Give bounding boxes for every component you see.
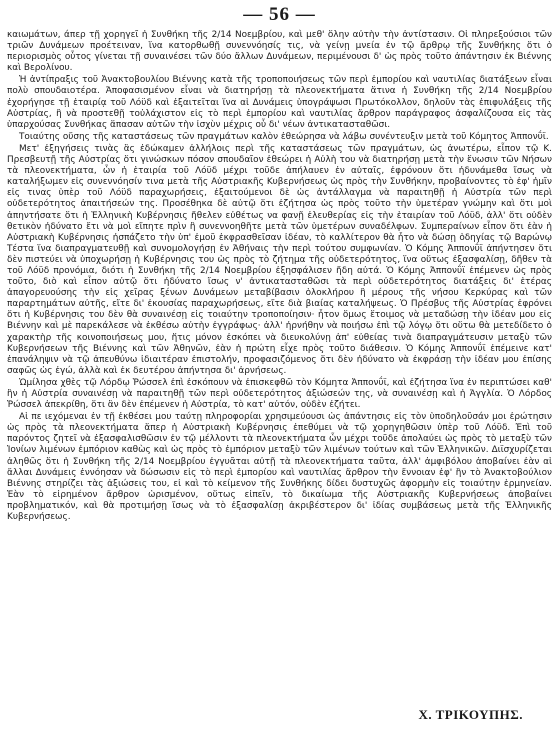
paragraph-1: καιωμάτων, άπερ τῇ χορηγεῖ ἡ Συνθήκη τῆς 2/14 Νοεμβρίου, καὶ μεθ' ὅλην αὐτὴν τὴν ἀντίστασιν. Οἱ πληρεξούσιοι τῶν τριῶν Δυνάμεων προέτειναν, ἵνα κατορθωθῇ συνεννόησίς τις, νὰ γείνῃ μνεία ἐν τῷ ἄρθρῳ τῆς Συνθήκης ὅτι ὁ περιορισμὸς οὗτος γίνεται τῇ συναινέσει τῶν δύο ἄλλων Δυνάμεων, περιμένουσι δ' ὡς πρὸς τοῦτο ἀπάντησιν ἐκ Βιέννης καὶ Βερολίνου. [7,30,552,74]
letter-body [7,30,552,524]
paragraph-6: Αἱ πε ιεχόμεναι ἐν τῇ ἐκθέσει μου ταύτῃ πληροφορίαι χρησιμεύουσι ὡς ἀπάντησις εἰς τὸν ὑποδηλοῦσάν μοι ἐρώτησιν ὡς πρὸς τὰ πλεονεκτήματα ἅπερ ἡ Αὐστριακὴ Κυβέρνησις ἐπεθύμει νὰ τῷ χορηγηθῶσιν ὑπὲρ τοῦ Λόϋδ. Ἐπὶ τοῦ παρόντος ζητεῖ νὰ ἐξασφαλισθῶσιν ἐν τῷ μέλλοντι τὰ πλεονεκτήματα ὧν μέχρι τοῦδε ἀπολαύει ὡς πρὸς τὸ μεταξὺ τῶν Ἰονίων λιμένων ἐμπόριον καθὼς καὶ ὡς πρὸς τὸ ἐμπόριον μεταξὺ τῶν λιμένων τούτων καὶ τῶν Ἑλληνικῶν. Διϊσχυρίζεται ἀληθῶς ὅτι ἡ Συνθήκη τῆς 2/14 Νοεμβρίου ἐγγυᾶται αὐτῇ τὰ πλεονεκτήματα ταῦτα, ἀλλ' ἀμφιβόλου ἀποβαίνει ἐὰν αἱ ἄλλαι Δυνάμεις ἐννόησαν νὰ δώσωσιν εἰς τὸ περὶ ἐμπορίου καὶ ναυτιλίας ἄρθρον τὴν ἔννοιαν ἐφ' ἣν τὸ Ἀνακτοβούλιον Βιέννης στηρίζει τὰς ἀξιώσεις του, εἰ καὶ τὸ κείμενον τῆς Συνθήκης δίδει δυστυχῶς ἀφορμὴν εἰς τοιαύτην ἑρμηνείαν. Ἐὰν τὸ εἰρημένον ἄρθρον ὡρισμένον, οὕτως εἰπεῖν, τὸ δικαίωμα τῆς Αὐστριακῆς Κυβερνήσεως ἀποβαίνει προβληματικόν, καὶ θὰ προτιμήσῃ ἴσως νὰ τὸ ἐξασφαλίσῃ ἀκριβέστερον δι' ἰδίας συμβάσεως μετὰ τῆς Ἑλληνικῆς Κυβερνήσεως. [7,412,552,523]
page-number: — 56 — [243,4,316,25]
paragraph-5: Ὡμίλησα χθὲς τῷ Λόρδῳ Ῥώσσελ ἐπὶ ἐσκόπουν νὰ ἐπισκεφθῶ τὸν Κόμητα Ἀππονΰϊ, καὶ ἐζήτησα ἵνα ἐν περιπτώσει καθ' ἣν ἡ Αὐστρία συναινέσῃ νὰ παραιτηθῇ τῶν περὶ οὐδετερότητος ἀξιώσεών της, νὰ συναινέσῃ καὶ ἡ Ἀγγλία. Ὁ Λόρδος Ῥώσσελ ἀπεκρίθη, ὅτι ἂν δὲν ἐπέμενεν ἡ Αὐστρία, τὸ κατ' αὐτόν, οὐδὲν ἐζήτει. [7,377,552,411]
signature: Χ. ΤΡΙΚΟΥΠΗΣ. [418,707,523,722]
paragraph-3: Τοιαύτης οὔσης τῆς καταστάσεως τῶν πραγμάτων καλὸν ἐθεώρησα νὰ λάβω συνέντευξιν μετὰ τοῦ Κόμητος Ἀππονΰϊ. [19,131,549,142]
paragraph-2: Ἡ ἀντίπραξις τοῦ Ἀνακτοβουλίου Βιέννης κατὰ τῆς τροποποιήσεως τῶν περὶ ἐμπορίου καὶ ναυτιλίας διατάξεων εἶναι πολὺ σπουδαιοτέρα. Ἀποφασισμένον εἶναι νὰ διατηρήσῃ τὰ πλεονεκτήματα ἅτινα ἡ Συνθήκη τῆς 2/14 Νοεμβρίου ἐχορήγησε τῇ ἑταιρίᾳ τοῦ Λόϋδ καὶ ἐξαιτεῖται ἵνα αἱ Δυνάμεις ὑπογράψωσι Πρωτόκολλον, δηλοῦν τὰς ἐπιφυλάξεις τῆς Αὐστρίας, ἢ νὰ προστεθῇ τοὐλάχιστον εἰς τὸ περὶ ἐμπορίου καὶ ναυτιλίας ἄρθρον παράγραφος ἀσφαλίζουσα εἰς τὰς ὑπαρχούσας Συνθήκας ἅπασαν αὐτῶν τὴν ἰσχὺν μέχρις οὗ δι' νέων ἀντικατασταθῶσι. [7,75,552,130]
paragraph-4: Μετ' ἐξηγήσεις τινὰς ἃς ἐδώκαμεν ἀλλήλοις περὶ τῆς καταστάσεως τῶν πραγμάτων, ὡς ἀνωτέρω, εἶπον τῷ Κ. Πρεσβευτῇ τῆς Αὐστρίας ὅτι γινώσκων πόσον σπουδαῖον ἐθεώρει ἡ Αὐλὴ του νὰ διατηρήσῃ μετὰ τὴν ἕνωσιν τῶν Νήσων τὰ πλεονεκτήματα, ὧν ἡ ἑταιρία τοῦ Λόϋδ μέχρι τοῦδε ἀπήλαυεν ἐν αὐταῖς, ἐφρόνουν ὅτι ἠδυνάμεθα ἴσως νὰ καταλήξωμεν εἰς συνεννόησίν τινα μετὰ τῆς Αὐστριακῆς Κυβερνήσεως ὡς πρὸς τὴν Συνθήκην, προβαίνοντες τὸ ἐφ' ἡμῖν εἰς τινας ὑπὲρ τοῦ Λόϋδ παραχωρήσεις, ἐξαιτούμενοι δὲ ὡς ἀντάλλαγμα νὰ παραιτηθῇ ἡ Αὐστρία τῶν περὶ οὐδετερότητος ἀπαιτήσεών της. Προσέθηκα δὲ αὐτῷ ὅτι ἐζήτησα ὡς πρὸς τοῦτο τὴν ὑμετέραν γνώμην καὶ ὅτι μοὶ ἀπηντήσατε ὅτι ἡ Ἑλληνικὴ Κυβέρνησις ἤθελεν εὐθέτως να φανῇ ἐλευθερίας εἰς τὴν ἑταιρίαν τοῦ Λόϋδ, ἀλλ' ὅτι οὐδὲν θετικὸν ἠδύνατο ἔτι νὰ μοὶ εἴπητε πρὶν ἢ συνεννοηθῆτε μετὰ τῶν ὑμετέρων συναδέλφων. Συμπεραίνων εἶπον ὅτι ἐὰν ἡ Αὐστριακὴ Κυβέρνησις ἠσπάζετο τὴν ὑπ' ἐμοῦ ἐκφρασθεῖσαν ἰδέαν, τὸ καλλίτερον θὰ ἦτο νὰ δώσῃ ὁδηγίας τῷ Βαρώνῳ Τέστα ἵνα διαπραγματευθῇ καὶ συνομολογήσῃ ἐν Ἀθήναις τὴν περὶ τούτου συμφωνίαν. Ὁ Κόμης Ἀππονΰϊ ἀπήντησεν ὅτι δὲν πιστεύει νὰ ὑποχωρήσῃ ἡ Κυβέρνησις του ὡς πρὸς τὸ ζήτημα τῆς οὐδετερότητος, ἵνα οὕτως ἐξασφαλίσῃ, δῆθεν τὰ τοῦ Λόϋδ προνόμια, διότι ἡ Συνθήκη τῆς 2/14 Νοεμβρίου ἐξησφάλισεν ἤδη αὐτά. Ὁ Κόμης Ἀππονΰϊ ἐπέμενεν ὡς πρὸς τοῦτο, διὸ καὶ εἶπον αὐτῷ ὅτι ἠδύνατο ἴσως ν' ἀντικατασταθῶσι τὰ περὶ οὐδετερότητος διατάξεις δι' ἑτέρας ἀπαγορευούσης τὴν εἰς χεῖρας ξένων Δυνάμεων μεταβίβασιν ὁλοκλήρου ἢ μέρους τῆς νήσου Κερκύρας καὶ τῶν παραρτημάτων αὐτῆς, εἴτε δι' ἐκουσίας παραχωρήσεως, εἴτε διὰ βιαίας καταλήψεως. Ὁ Πρέσβυς τῆς Αὐστρίας ἐφρόνει ὅτι ἡ Κυβέρνησις του δὲν θὰ συναινέσῃ εἰς τοιαύτην τροποποίησιν· ἦτον ὅμως ἕτοιμος νὰ μεταδώσῃ τὴν ἰδέαν μου εἰς Βιέννην καὶ μὲ παρεκάλεσε νὰ ἐκθέσω αὐτὴν ἐγγράφως· ἀλλ' ἠρνήθην νὰ ποιήσω ἐπὶ τῷ λόγῳ ὅτι οὕτω θὰ μετεδίδετο ὁ χαρακτὴρ τῆς κοινοποιήσεως μου, ἥτις μόνον ἐσκόπει νὰ διευκολύνῃ ἀπ' εὐθείας τινὰ διαπραγμάτευσιν μεταξὺ τῶν Κυβερνήσεων τῆς Βιέννης καὶ τῶν Ἀθηνῶν, ἐὰν ἡ πρώτη εἶχε πρὸς τοῦτο διάθεσιν. Ὁ Κόμης Ἀππονΰϊ ἐπέμεινε κατ' ἐπανάληψιν νὰ τῷ ἀπευθύνω ἰδιαιτέραν ἐπιστολήν, προφασιζόμενος ὅτι δὲν ἠδύνατο νὰ ἐκφράσῃ τὴν ἰδέαν μου ἐπίσης σαφῶς ὡς ἐγώ, ἀλλὰ καὶ ἐκ δευτέρου ἀπήντησα δι' ἀρνήσεως. [7,143,552,376]
